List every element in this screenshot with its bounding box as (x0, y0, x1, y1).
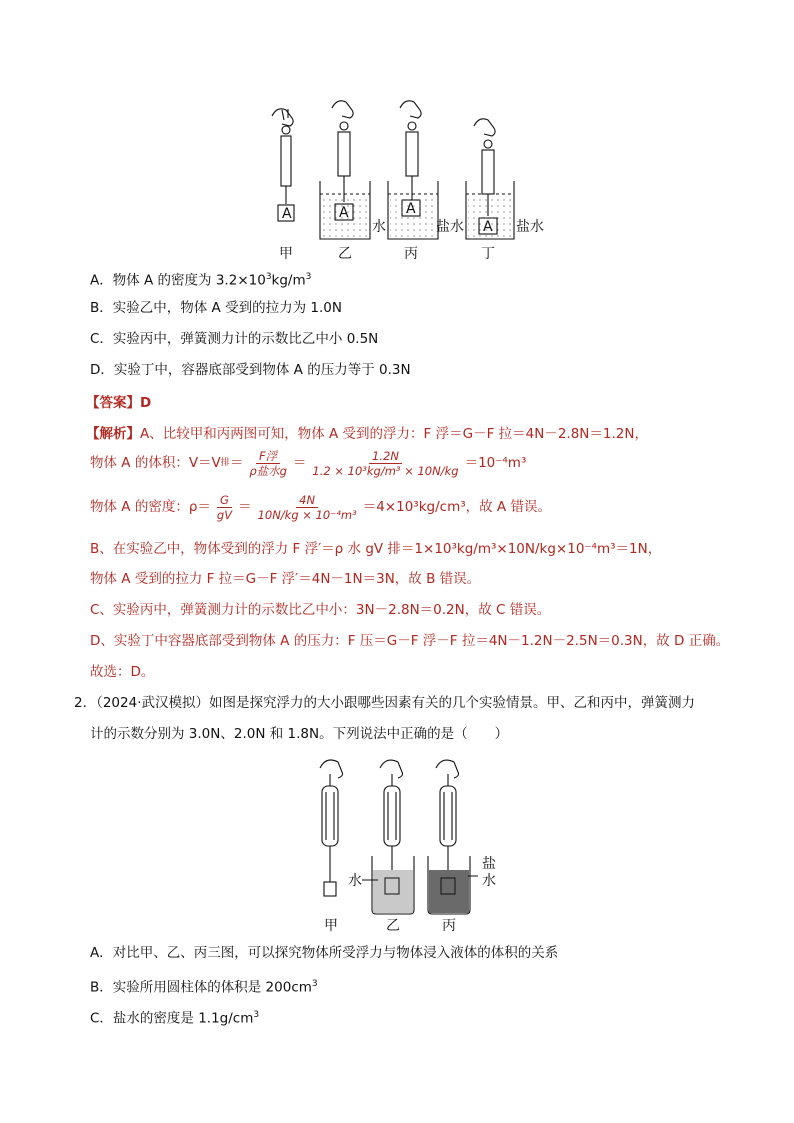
q1-analysis-b2: 物体 A 受到的拉力 F 拉＝G－F 浮′＝4N－1N＝3N，故 B 错误。 (90, 571, 481, 587)
volume-result: ＝10⁻⁴m³ (464, 455, 527, 471)
density-result: ＝4×10³kg/cm³，故 A 错误。 (362, 499, 551, 515)
volume-den-2: 1.2 × 10³kg/m³ × 10N/kg (312, 463, 459, 478)
q2-option-b-exp: 3 (311, 979, 318, 989)
volume-eq: ＝ (229, 455, 244, 471)
q2-option-b-text: B．实验所用圆柱体的体积是 200cm (90, 979, 312, 996)
figure-1-spring-scale-experiment (262, 96, 562, 266)
density-num: G (217, 493, 232, 508)
answer-value: D (140, 395, 152, 411)
q1-option-c: C．实验丙中，弹簧测力计的示数比乙中小 0.5N (90, 331, 379, 347)
density-prefix: 物体 A 的密度：ρ＝ (90, 499, 211, 515)
q1-option-a-unit-exp: 3 (305, 272, 312, 282)
volume-fraction-1 (246, 449, 290, 478)
figure-2-label-jia: 甲 (324, 918, 338, 934)
q1-answer (86, 394, 151, 412)
q2-option-a: A．对比甲、乙、丙三图，可以探究物体所受浮力与物体浸入液体的体积的关系 (90, 945, 559, 961)
figure-1-label-yi: 乙 (338, 246, 352, 262)
q1-option-a-exp: 3 (265, 272, 272, 282)
q1-option-a-text: A．物体 A 的密度为 3.2×10 (90, 272, 266, 289)
volume-num: F浮 (256, 449, 280, 464)
density-fraction-2 (255, 493, 360, 522)
liquid-label-water: 水 (372, 219, 386, 235)
answer-label: 【答案】 (86, 395, 140, 411)
figure-1-label-ding: 丁 (481, 246, 495, 262)
q1-conclusion: 故选：D。 (90, 664, 155, 680)
q1-analysis-b1: B、在实验乙中，物体受到的浮力 F 浮′＝ρ 水 gV 排＝1×10³kg/m³×10N/kg×10⁻⁴m³＝1N， (90, 541, 662, 557)
figure-1-label-bing: 丙 (404, 246, 418, 262)
density-den: gV (216, 507, 233, 522)
liquid-label-saltwater-2: 盐水 (516, 219, 544, 235)
volume-fraction-2 (309, 449, 461, 478)
q1-analysis-line-1 (86, 425, 648, 443)
density-fraction-1 (214, 493, 235, 522)
block-a-label-3: A (406, 201, 416, 217)
q2-option-c-text: C．盐水的密度是 1.1g/cm (90, 1010, 254, 1027)
volume-den: ρ盐水g (249, 463, 287, 478)
q2-option-c-exp: 3 (253, 1010, 260, 1020)
volume-num-2: 1.2N (369, 449, 402, 464)
density-num-2: 4N (296, 493, 318, 508)
block-a-label-2: A (339, 205, 349, 221)
q2-stem-line-1: 2．（2024·武汉模拟）如图是探究浮力的大小跟哪些因素有关的几个实验情景。甲、乙和丙中，弹簧测力 (74, 695, 695, 711)
figure-2-label-bing: 丙 (442, 918, 456, 934)
q2-option-b (90, 975, 318, 997)
figure-1-label-jia: 甲 (279, 246, 293, 262)
q1-analysis-c: C、实验丙中，弹簧测力计的示数比乙中小：3N－2.8N＝0.2N，故 C 错误。 (90, 602, 551, 618)
q1-option-a-unit: kg/m (271, 272, 306, 289)
q1-density-formula: 物体 A 的密度：ρ＝ $\frac{G}{gV}$ ＝ $\frac{4N}{\text{10N/kg × 10⁻⁴m³}}$ ＝4×10³kg/cm³，故 A 错误。 (90, 492, 551, 522)
density-den-2: 10N/kg × 10⁻⁴m³ (257, 507, 357, 522)
figure-2-saltwater-label-2: 水 (482, 873, 496, 889)
block-a-label-1: A (282, 206, 292, 222)
volume-sub: 排 (220, 458, 230, 468)
figure-2-water-label: 水 (348, 873, 362, 889)
volume-prefix: 物体 A 的体积：V＝V (90, 455, 221, 471)
figure-2-saltwater-label-1: 盐 (482, 856, 496, 872)
q2-stem-line-2: 计的示数分别为 3.0N、2.0N 和 1.8N。下列说法中正确的是（ ） (90, 726, 509, 742)
figure-2-buoyancy-experiment (312, 752, 512, 936)
q1-analysis-d: D、实验丁中容器底部受到物体 A 的压力：F 压＝G－F 浮－F 拉＝4N－1.2N－2.5N＝0.3N，故 D 正确。 (90, 633, 730, 649)
block-a-label-4: A (483, 219, 493, 235)
liquid-label-saltwater-1: 盐水 (436, 219, 464, 235)
q1-option-a (90, 268, 311, 290)
analysis-line-1-text: A、比较甲和丙两图可知，物体 A 受到的浮力：F 浮＝G－F 拉＝4N－2.8N＝1.2N， (140, 426, 648, 442)
analysis-label: 【解析】 (86, 426, 140, 442)
q1-option-b: B．实验乙中，物体 A 受到的拉力为 1.0N (90, 300, 342, 316)
q1-volume-formula: 物体 A 的体积：V＝V 排 ＝ $\frac{\text{F浮}}{\text{ρ盐水g}}$ ＝ $\frac{1.2N}{\text{1.2 × 10³kg/m³ × 10N/kg}}$ ＝10⁻⁴m³ (90, 448, 527, 478)
figure-2-label-yi: 乙 (386, 918, 400, 934)
q2-option-c (90, 1006, 259, 1028)
q1-option-d: D．实验丁中，容器底部受到物体 A 的压力等于 0.3N (90, 362, 411, 378)
